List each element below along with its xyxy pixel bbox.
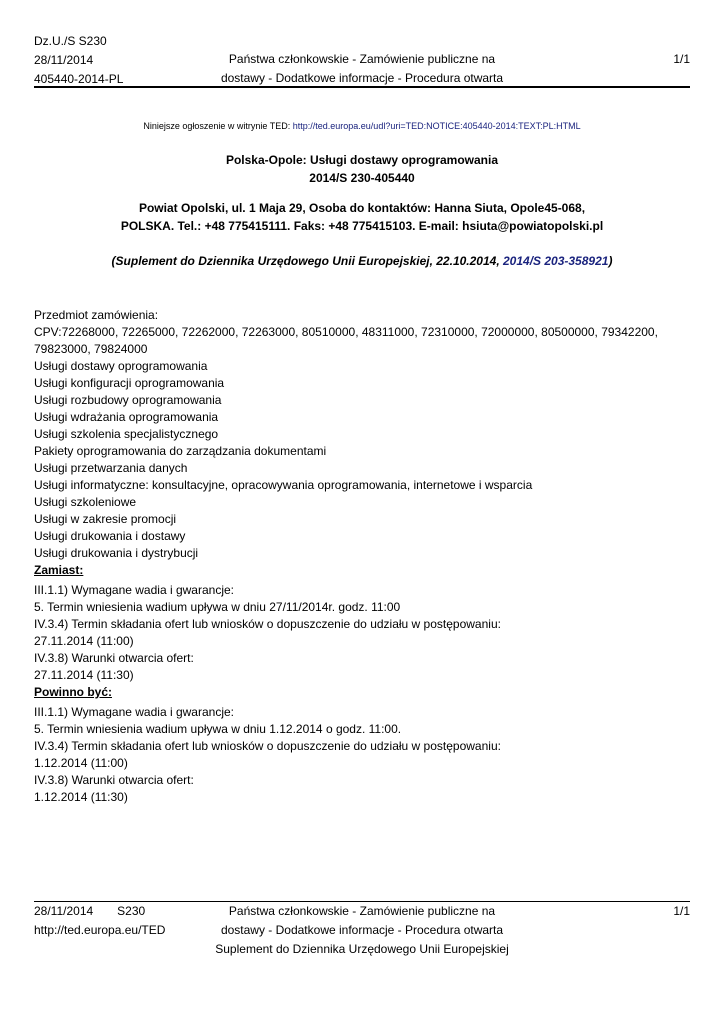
footer-page-number: 1/1 [673, 904, 690, 918]
notice-reference: 2014/S 230-405440 [309, 171, 415, 185]
notice-title [0, 151, 724, 187]
service-item: Usługi przetwarzania danych [34, 461, 188, 475]
footer-date: 28/11/2014 [34, 904, 94, 918]
service-item: Usługi szkolenia specjalistycznego [34, 427, 219, 441]
instead-line: IV.3.4) Termin składania ofert lub wniosków o dopuszczenie do udziału w postępowaniu: [34, 617, 501, 631]
header-page-number: 1/1 [673, 52, 690, 66]
subject-line: Przedmiot zamówienia: [34, 308, 159, 322]
contact-line: Powiat Opolski, ul. 1 Maja 29, Osoba do kontaktów: Hanna Siuta, Opole45-068, [138, 201, 586, 215]
service-item: Pakiety oprogramowania do zarządzania dokumentami [34, 444, 327, 458]
service-item: Usługi wdrażania oprogramowania [34, 410, 219, 424]
instead-line: 5. Termin wniesienia wadium upływa w dniu 27/11/2014r. godz. 11:00 [34, 600, 401, 614]
should-be-line: IV.3.8) Warunki otwarcia ofert: [34, 773, 194, 787]
footer-title-line: Suplement do Dziennika Urzędowego Unii Europejskiej [215, 942, 509, 956]
service-item: Usługi rozbudowy oprogramowania [34, 393, 222, 407]
should-be-line: 1.12.2014 (11:30) [34, 790, 128, 804]
ted-note [0, 121, 724, 131]
instead-line: 27.11.2014 (11:30) [34, 668, 134, 682]
footer-title-line: dostawy - Dodatkowe informacje - Procedura otwarta [220, 923, 504, 937]
ted-notice-link[interactable]: http://ted.europa.eu/udl?uri=TED:NOTICE:405440-2014:TEXT:PL:HTML [292, 121, 581, 131]
instead-section [34, 582, 690, 684]
notice-title-line: Polska-Opole: Usługi dostawy oprogramowania [225, 153, 499, 167]
footer-title [0, 902, 724, 959]
service-item: Usługi szkoleniowe [34, 495, 137, 509]
service-item: Usługi konfiguracji oprogramowania [34, 376, 225, 390]
should-be-line: IV.3.4) Termin składania ofert lub wniosków o dopuszczenie do udziału w postępowaniu: [34, 739, 501, 753]
footer-url[interactable]: http://ted.europa.eu/TED [34, 923, 166, 937]
cpv-codes: CPV:72268000, 72265000, 72262000, 72263000, 80510000, 48311000, 72310000, 72000000, 80500000, 79342200, [34, 325, 658, 339]
contact-line: POLSKA. Tel.: +48 775415111. Faks: +48 775415103. E-mail: hsiuta@powiatopolski.pl [120, 219, 604, 233]
should-be-section [34, 704, 690, 806]
instead-line: III.1.1) Wymagane wadia i gwarancje: [34, 583, 234, 597]
service-item: Usługi dostawy oprogramowania [34, 359, 208, 373]
notice-body [34, 307, 690, 806]
notice-number: 405440-2014-PL [34, 72, 124, 86]
service-item: Usługi drukowania i dystrybucji [34, 546, 199, 560]
should-be-line: 1.12.2014 (11:00) [34, 756, 128, 770]
supplement-prefix: (Suplement do Dziennika Urzędowego Unii Europejskiej, 22.10.2014, [111, 254, 503, 268]
service-item: Usługi drukowania i dostawy [34, 529, 186, 543]
should-be-line: 5. Termin wniesienia wadium upływa w dniu 1.12.2014 o godz. 11:00. [34, 722, 402, 736]
footer-title-line: Państwa członkowskie - Zamówienie publiczne na [228, 904, 496, 918]
header-rule [34, 86, 690, 88]
ted-note-prefix: Niniejsze ogłoszenie w witrynie TED: [143, 121, 293, 131]
should-be-heading: Powinno być: [34, 685, 112, 699]
subject-section [34, 307, 690, 562]
journal-ref: Dz.U./S S230 [34, 34, 107, 48]
cpv-codes-cont: 79823000, 79824000 [34, 342, 148, 356]
supplement-suffix: ) [608, 254, 613, 268]
should-be-line: III.1.1) Wymagane wadia i gwarancje: [34, 705, 234, 719]
footer-code: S230 [117, 904, 146, 918]
service-item: Usługi informatyczne: konsultacyjne, opracowywania oprogramowania, internetowe i wsparcia [34, 478, 533, 492]
header-title [0, 50, 724, 88]
contracting-authority [0, 199, 724, 235]
supplement-reference [0, 254, 724, 268]
service-item: Usługi w zakresie promocji [34, 512, 177, 526]
instead-line: 27.11.2014 (11:00) [34, 634, 134, 648]
header-title-line: dostawy - Dodatkowe informacje - Procedura otwarta [220, 71, 504, 85]
instead-heading: Zamiast: [34, 563, 84, 577]
supplement-link[interactable]: 2014/S 203-358921 [503, 254, 609, 268]
header-title-line: Państwa członkowskie - Zamówienie publiczne na [228, 52, 496, 66]
instead-line: IV.3.8) Warunki otwarcia ofert: [34, 651, 194, 665]
header-date: 28/11/2014 [34, 53, 94, 67]
